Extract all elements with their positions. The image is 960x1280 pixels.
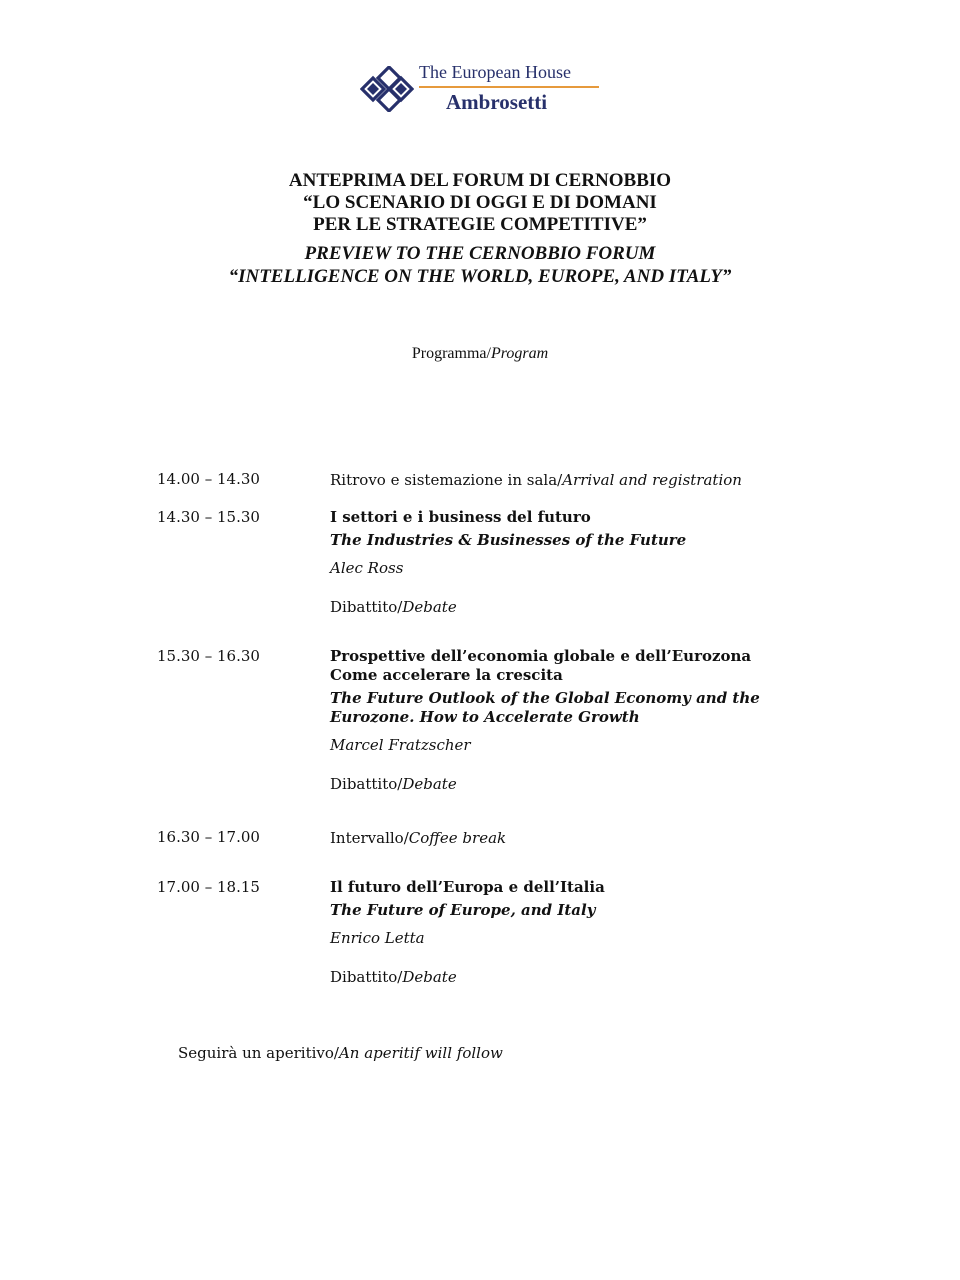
debate-label	[330, 774, 790, 794]
session-content	[330, 647, 790, 794]
program-heading-it: Programma/	[411, 345, 491, 362]
session-title-it-line: Prospettive dell’economia globale e dell’Eurozona	[330, 647, 752, 665]
session-description-it: Ritrovo e sistemazione in sala/	[330, 471, 563, 489]
ambrosetti-logo-icon	[360, 66, 414, 112]
session-title-en-line: The Future Outlook of the Global Economy and the	[330, 689, 760, 707]
italian-title-line: PER LE STRATEGIE COMPETITIVE”	[313, 214, 647, 235]
session-description	[330, 470, 790, 490]
debate-label-en: Debate	[402, 968, 457, 986]
session-content	[330, 828, 790, 848]
speaker-name: Marcel Fratzscher	[330, 736, 471, 754]
session-description-it: Intervallo/	[330, 829, 409, 847]
title-block	[0, 170, 960, 288]
speaker-name: Alec Ross	[330, 559, 404, 577]
session-title-en-line: Eurozone. How to Accelerate Growth	[330, 708, 640, 726]
session-title-en: The Industries & Businesses of the Future	[330, 531, 687, 549]
debate-label	[330, 597, 790, 617]
session-title-it-line: Come accelerare la crescita	[330, 666, 563, 684]
logo-text-line1: The European House	[419, 62, 571, 82]
session-title-en: The Future of Europe, and Italy	[330, 901, 596, 919]
closing-note-it: Seguirà un aperitivo/	[178, 1044, 339, 1062]
debate-label-it: Dibattito/	[330, 968, 403, 986]
english-title-line: PREVIEW TO THE CERNOBBIO FORUM	[304, 243, 656, 264]
english-title-line: “INTELLIGENCE ON THE WORLD, EUROPE, AND ITALY”	[228, 266, 732, 287]
session-title-it	[330, 647, 790, 685]
debate-label-it: Dibattito/	[330, 598, 403, 616]
time-slot: 16.30 – 17.00	[157, 828, 260, 846]
session-content	[330, 508, 790, 617]
time-slot: 14.30 – 15.30	[157, 508, 260, 526]
session-description-en: Arrival and registration	[562, 471, 742, 489]
logo-text-line2: Ambrosetti	[446, 90, 548, 114]
closing-note-en: An aperitif will follow	[338, 1044, 503, 1062]
closing-note	[178, 1044, 503, 1062]
italian-title-line: ANTEPRIMA DEL FORUM DI CERNOBBIO	[288, 170, 672, 191]
session-content	[330, 470, 790, 490]
session-title-it: I settori e i business del futuro	[330, 508, 591, 526]
speaker-name: Enrico Letta	[330, 929, 425, 947]
debate-label-en: Debate	[402, 775, 457, 793]
english-title	[0, 242, 960, 288]
company-logo	[360, 62, 610, 118]
italian-title	[0, 170, 960, 236]
program-heading	[0, 345, 960, 363]
debate-label-en: Debate	[402, 598, 457, 616]
logo-divider	[419, 86, 599, 88]
program-heading-en: Program	[490, 345, 549, 362]
time-slot: 17.00 – 18.15	[157, 878, 260, 896]
italian-title-line: “LO SCENARIO DI OGGI E DI DOMANI	[303, 192, 657, 213]
debate-label	[330, 967, 790, 987]
session-description-en: Coffee break	[408, 829, 507, 847]
session-title-it: Il futuro dell’Europa e dell’Italia	[330, 878, 605, 896]
session-description	[330, 828, 790, 848]
time-slot: 15.30 – 16.30	[157, 647, 260, 665]
time-slot: 14.00 – 14.30	[157, 470, 260, 488]
debate-label-it: Dibattito/	[330, 775, 403, 793]
session-content	[330, 878, 790, 987]
session-title-en	[330, 689, 790, 727]
